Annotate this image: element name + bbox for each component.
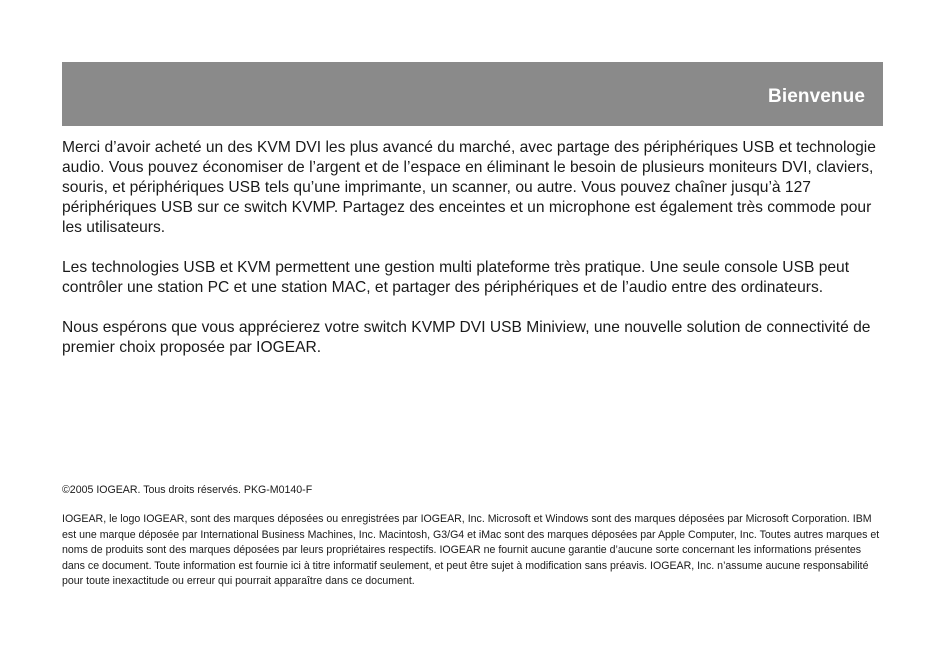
- page-title: Bienvenue: [768, 86, 865, 107]
- legal-notice: IOGEAR, le logo IOGEAR, sont des marques déposées ou enregistrées par IOGEAR, Inc. Microsoft et Windows sont des marques déposées par Microsoft Corporation. IBM est une marque déposée par International Business Machines, Inc. Macintosh, G3/G4 et iMac sont des marques déposées par Apple Computer, Inc. Toutes autres marques et noms de produits sont des marques déposées par leurs propriétaires respectifs. IOGEAR ne fournit aucune garantie d’aucune sorte concernant les informations présentes dans ce document. Toute information est fournie ici à titre informatif seulement, et peut être sujet à modification sans préavis. IOGEAR, Inc. n’assume aucune responsabilité pour toute inexactitude ou erreur qui pourrait apparaître dans ce document.: [62, 513, 880, 588]
- footer: [62, 482, 884, 604]
- copyright-notice: ©2005 IOGEAR. Tous droits réservés. PKG-M0140-F: [62, 484, 313, 496]
- closing-paragraph: Nous espérons que vous apprécierez votre switch KVMP DVI USB Miniview, une nouvelle solution de connectivité de premier choix proposée par IOGEAR.: [62, 319, 871, 356]
- intro-paragraph: Merci d’avoir acheté un des KVM DVI les plus avancé du marché, avec partage des périphériques USB et technologie audio. Vous pouvez économiser de l’argent et de l’espace en éliminant le besoin de plusieurs moniteurs DVI, claviers, souris, et périphériques USB tels qu’une imprimante, un scanner, ou autre. Vous pouvez chaîner jusqu’à 127 périphériques USB sur ce switch KVMP. Partagez des enceintes et un microphone est également très commode pour les utilisateurs.: [62, 139, 876, 236]
- technology-paragraph: Les technologies USB et KVM permettent une gestion multi plateforme très pratique. Une seule console USB peut contrôler une station PC et une station MAC, et partager des périphériques et de l’audio entre des ordinateurs.: [62, 259, 850, 296]
- header-bar: [62, 62, 883, 126]
- body-text: [62, 138, 884, 378]
